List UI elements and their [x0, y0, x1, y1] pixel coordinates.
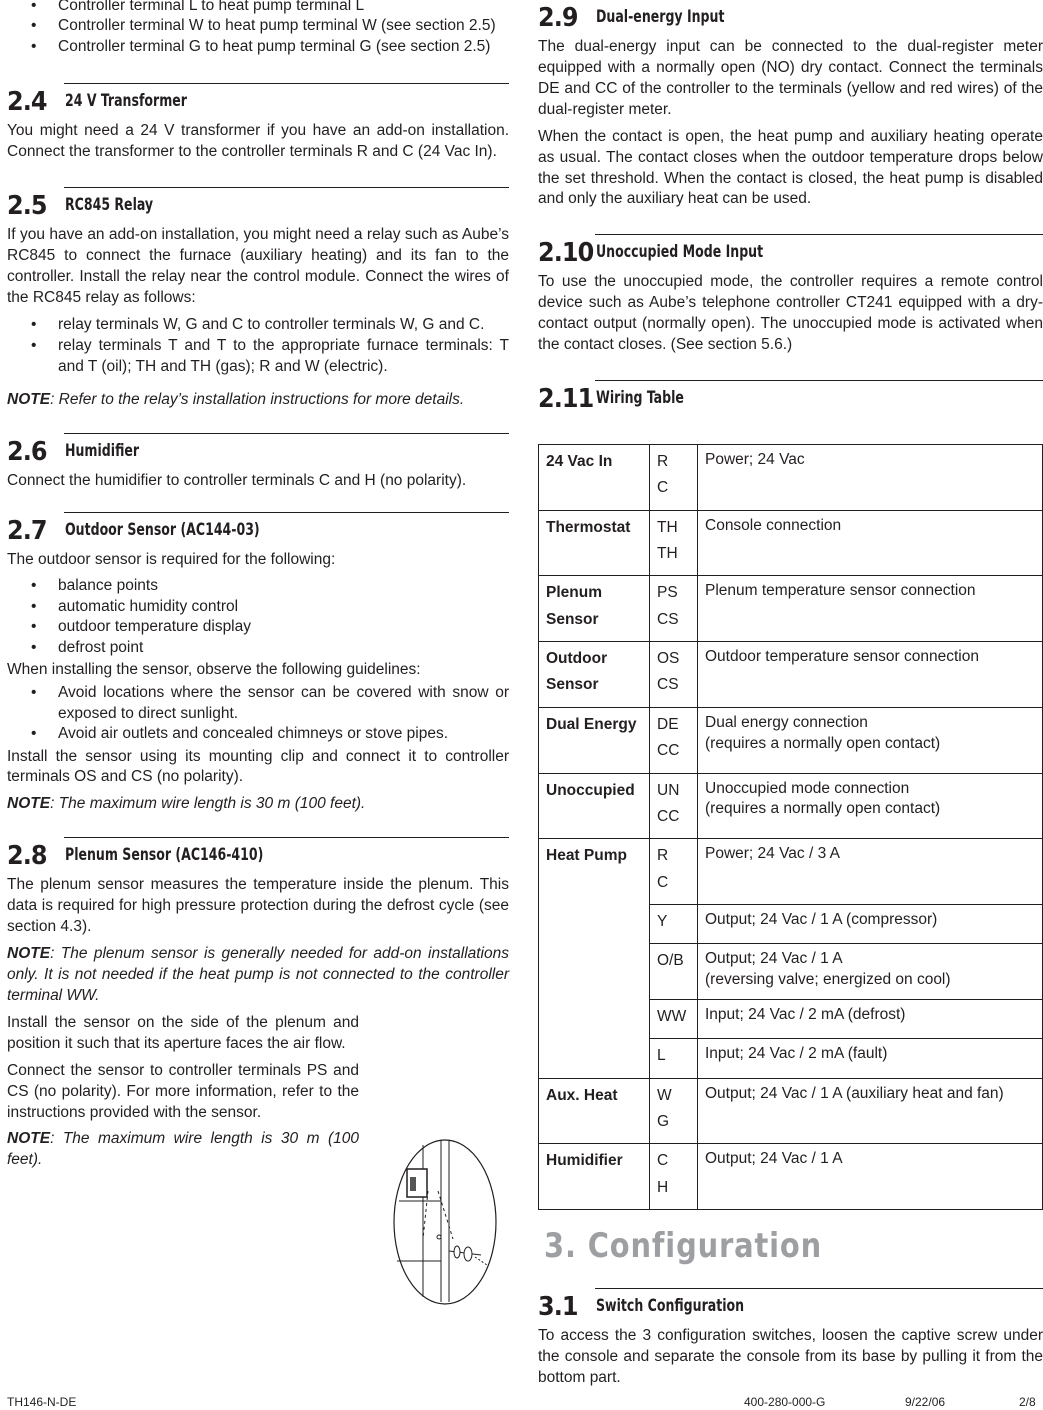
wire-terminals-line: CS	[657, 676, 679, 694]
footer-part-number: 400-280-000-G	[744, 1395, 826, 1409]
wire-description	[698, 773, 1043, 839]
wire-terminals-line: WW	[657, 1008, 687, 1026]
plenum-sensor-illustration	[393, 1139, 497, 1305]
note-label: NOTE	[7, 390, 51, 408]
wire-label	[539, 445, 650, 511]
wire-terminals-line: R	[657, 453, 669, 471]
plenum-text-block	[7, 1013, 359, 1171]
wire-terminals-line: OS	[657, 650, 680, 668]
wire-terminals-line: C	[657, 479, 669, 497]
wire-terminals	[650, 1039, 698, 1078]
wire-description-line: Output; 24 Vac / 1 A	[705, 950, 843, 968]
note	[7, 1129, 359, 1171]
wire-description-line: Power; 24 Vac	[705, 451, 805, 469]
section-number: 2.9	[538, 3, 578, 33]
wire-label-line: Thermostat	[546, 518, 631, 536]
wire-label	[539, 707, 650, 773]
wire-label-line: Humidifier	[546, 1152, 623, 1170]
wire-terminals-line: O/B	[657, 952, 684, 970]
wire-description	[698, 1039, 1043, 1078]
wire-terminals	[650, 576, 698, 642]
wire-label-line: 24 Vac In	[546, 453, 613, 471]
list-item: • balance points	[7, 576, 509, 596]
wire-label	[539, 1144, 650, 1210]
list-item: • automatic humidity control	[7, 597, 509, 617]
paragraph: If you have an add-on installation, you might need a relay such as Aube’s RC845 to connect the furnace (auxiliary heating) and its fan to the controller. Install the relay near the control module. Connect the wires of the RC845 relay as follows:	[7, 226, 509, 306]
requirements-list	[7, 576, 509, 658]
section-heading-2-4	[7, 79, 509, 118]
list-item: • defrost point	[7, 638, 509, 658]
wire-terminals	[650, 904, 698, 943]
wire-terminals	[650, 445, 698, 511]
list-item: • Controller terminal L to heat pump terminal L	[7, 0, 509, 16]
note-text: : Refer to the relay’s installation instructions for more details.	[50, 390, 465, 408]
wire-label-line: Aux. Heat	[546, 1086, 618, 1104]
guidelines-list	[7, 683, 509, 744]
wiring-table	[538, 444, 1043, 1210]
wire-description	[698, 904, 1043, 943]
wire-description-line: Output; 24 Vac / 1 A (auxiliary heat and fan)	[705, 1084, 1004, 1102]
wire-terminals-line: C	[657, 873, 669, 891]
paragraph: To access the 3 configuration switches, loosen the captive screw under the console and separate the console from its base by pulling it from the bottom part.	[538, 1327, 1043, 1386]
note-text: : The plenum sensor is generally needed for add-on installations only. It is not needed if the heat pump is not connected to the controller terminal WW.	[7, 945, 509, 1004]
wire-description-line: Outdoor temperature sensor connection	[705, 648, 979, 666]
section-title: RC845 Relay	[65, 195, 154, 216]
wire-terminals	[650, 773, 698, 839]
section-rule	[595, 234, 1043, 235]
section-title: Plenum Sensor (AC146-410)	[65, 845, 264, 866]
table-row	[539, 576, 1043, 642]
wire-terminals-line: H	[657, 1178, 669, 1196]
wire-label	[539, 773, 650, 839]
table-row	[539, 510, 1043, 576]
wire-description	[698, 1078, 1043, 1144]
wire-terminals-line: W	[657, 1086, 672, 1104]
wire-terminals-line: CC	[657, 807, 680, 825]
section-number: 3.1	[538, 1292, 578, 1323]
section-title: 24 V Transformer	[65, 91, 187, 112]
paragraph: Connect the humidifier to controller terminals C and H (no polarity).	[7, 471, 467, 489]
note	[7, 794, 509, 815]
note-text: : The maximum wire length is 30 m (100 feet).	[7, 1130, 359, 1169]
wire-description-line: (requires a normally open contact)	[705, 734, 941, 752]
section-rule	[64, 187, 509, 188]
wire-description-line: Console connection	[705, 516, 842, 534]
wire-label	[539, 642, 650, 708]
paragraph: The outdoor sensor is required for the following:	[7, 550, 336, 568]
wire-description-line: Input; 24 Vac / 2 mA (defrost)	[705, 1006, 906, 1024]
section-number: 2.4	[7, 87, 47, 118]
paragraph: Connect the sensor to controller terminals PS and CS (no polarity). For more information, refer to the instructions provided with the sensor.	[7, 1061, 359, 1121]
wire-label-line: Unoccupied	[546, 781, 635, 799]
wire-label	[539, 576, 650, 642]
wire-terminals	[650, 642, 698, 708]
wire-label-line: Outdoor	[546, 650, 608, 668]
note-label: NOTE	[7, 795, 51, 813]
wire-description-line: Input; 24 Vac / 2 mA (fault)	[705, 1045, 888, 1063]
wire-terminals-line: PS	[657, 584, 678, 602]
note-text: : The maximum wire length is 30 m (100 feet).	[50, 795, 366, 813]
section-heading-2-8	[7, 833, 509, 872]
wire-terminals-line: Y	[657, 912, 668, 930]
list-item: • Avoid air outlets and concealed chimneys or stove pipes.	[7, 724, 509, 744]
wire-terminals-line: TH	[657, 545, 678, 563]
table-row	[539, 642, 1043, 708]
section-rule	[595, 380, 1043, 381]
list-item: • Controller terminal G to heat pump terminal G (see section 2.5)	[7, 37, 509, 57]
wire-description-line: (requires a normally open contact)	[705, 800, 941, 818]
section-title: Outdoor Sensor (AC144-03)	[65, 519, 260, 540]
section-heading-2-6	[7, 429, 509, 465]
table-row	[539, 773, 1043, 839]
wire-description	[698, 510, 1043, 576]
note-label: NOTE	[7, 1130, 51, 1148]
paragraph: The dual-energy input can be connected to the dual-register meter equipped with a normally open (NO) dry contact. Connect the terminals DE and CC of the controller to the terminals (yellow and red wires) of the dual-register meter.	[538, 38, 1043, 118]
section-heading-2-5	[7, 183, 509, 222]
section-rule	[64, 837, 509, 838]
section-title: Dual-energy Input	[596, 7, 725, 28]
wire-description-line: Power; 24 Vac / 3 A	[705, 845, 840, 863]
paragraph: You might need a 24 V transformer if you have an add-on installation. Connect the transformer to the controller terminals R and C (24 Vac In).	[7, 122, 509, 161]
list-item: • relay terminals W, G and C to controller terminals W, G and C.	[7, 315, 509, 336]
list-item: • Avoid locations where the sensor can be covered with snow or exposed to direct sunlight.	[7, 683, 509, 724]
table-row	[539, 445, 1043, 511]
section-number: 2.11	[538, 384, 594, 415]
section-heading-2-9	[538, 0, 1043, 31]
wire-label	[539, 510, 650, 576]
wire-description-line: Output; 24 Vac / 1 A	[705, 1150, 843, 1168]
footer-page-number: 2/8	[1019, 1395, 1036, 1409]
left-column	[7, 0, 509, 1177]
section-number: 2.6	[7, 436, 47, 467]
section-title: Humidifier	[65, 440, 140, 461]
table-row	[539, 1144, 1043, 1210]
section-number: 2.7	[7, 515, 47, 546]
section-number: 2.8	[7, 841, 47, 872]
wire-terminals-line: UN	[657, 781, 680, 799]
wire-terminals	[650, 1078, 698, 1144]
wire-terminals	[650, 1000, 698, 1039]
wire-description-line: Output; 24 Vac / 1 A (compressor)	[705, 910, 938, 928]
wire-terminals-line: TH	[657, 518, 678, 536]
list-item: • outdoor temperature display	[7, 617, 509, 637]
section-heading-2-10	[538, 230, 1043, 269]
paragraph: When the contact is open, the heat pump and auxiliary heating operate as usual. The contact closes when the outdoor temperature drops below the set threshold. When the contact is closed, the heat pump is disabled and only the auxiliary heat can be used.	[538, 127, 1043, 208]
wire-description	[698, 1000, 1043, 1039]
section-rule	[64, 433, 509, 434]
right-column	[538, 0, 1043, 1395]
wire-terminals	[650, 1144, 698, 1210]
wire-description-line: (reversing valve; energized on cool)	[705, 971, 951, 989]
wire-terminals	[650, 707, 698, 773]
paragraph: Install the sensor on the side of the plenum and position it such that its aperture faces the air flow.	[7, 1013, 359, 1052]
top-bullet-list	[7, 0, 509, 57]
paragraph: Install the sensor using its mounting clip and connect it to controller terminals OS and CS (no polarity).	[7, 747, 509, 786]
wire-terminals-line: CC	[657, 742, 680, 760]
wire-terminals	[650, 944, 698, 1000]
list-item: • Controller terminal W to heat pump terminal W (see section 2.5)	[7, 16, 509, 36]
section-title: Wiring Table	[596, 388, 684, 409]
wire-description-line: Unoccupied mode connection	[705, 779, 910, 797]
wire-description	[698, 839, 1043, 905]
wire-label-line: Plenum	[546, 584, 602, 602]
table-row	[539, 707, 1043, 773]
wire-description	[698, 944, 1043, 1000]
wire-terminals-line: G	[657, 1113, 670, 1131]
list-item: • relay terminals T and T to the appropriate furnace terminals: T and T (oil); TH and TH (gas); R and W (electric).	[7, 336, 509, 378]
wire-description	[698, 707, 1043, 773]
wire-description-line: Plenum temperature sensor connection	[705, 582, 976, 600]
wire-label-line: Dual Energy	[546, 715, 637, 733]
section-heading-2-7	[7, 508, 509, 544]
section-number: 2.10	[538, 238, 594, 269]
wire-description	[698, 642, 1043, 708]
wire-terminals-line: C	[657, 1152, 669, 1170]
paragraph: When installing the sensor, observe the following guidelines:	[7, 661, 421, 679]
wire-label-line: Sensor	[546, 610, 599, 628]
section-heading-3-1	[538, 1284, 1043, 1323]
wire-description	[698, 1144, 1043, 1210]
wire-terminals-line: DE	[657, 715, 679, 733]
section-heading-2-11	[538, 376, 1043, 415]
wire-label-line: Sensor	[546, 676, 599, 694]
footer-doc-code: TH146-N-DE	[7, 1395, 77, 1409]
wire-description	[698, 576, 1043, 642]
paragraph: To use the unoccupied mode, the controller requires a remote control device such as Aube’s telephone controller CT241 equipped with a dry-contact output (normally open). The unoccupied mode is activated when the contact closes. (See section 5.6.)	[538, 273, 1043, 354]
wire-terminals-line: R	[657, 847, 669, 865]
section-rule	[64, 512, 509, 513]
wire-terminals-line: L	[657, 1047, 666, 1065]
section-title: Switch Configuration	[596, 1296, 745, 1317]
chapter-heading: 3. Configuration	[544, 1226, 823, 1267]
table-row	[539, 839, 1043, 905]
section-rule	[64, 83, 509, 84]
wire-terminals	[650, 839, 698, 905]
section-rule	[595, 1288, 1043, 1289]
wire-terminals	[650, 510, 698, 576]
relay-bullet-list	[7, 315, 509, 378]
footer-date: 9/22/06	[905, 1395, 946, 1409]
table-row	[539, 1078, 1043, 1144]
wire-label: Heat Pump	[539, 839, 650, 1079]
paragraph: The plenum sensor measures the temperature inside the plenum. This data is required for high pressure protection during the defrost cycle (see section 4.3).	[7, 876, 509, 936]
section-number: 2.5	[7, 191, 47, 222]
note	[7, 390, 509, 411]
wire-label	[539, 1078, 650, 1144]
wire-terminals-line: CS	[657, 610, 679, 628]
section-title: Unoccupied Mode Input	[596, 242, 764, 263]
wire-description-line: Dual energy connection	[705, 713, 868, 731]
wire-description	[698, 445, 1043, 511]
note-label: NOTE	[7, 945, 51, 963]
note	[7, 944, 509, 1007]
